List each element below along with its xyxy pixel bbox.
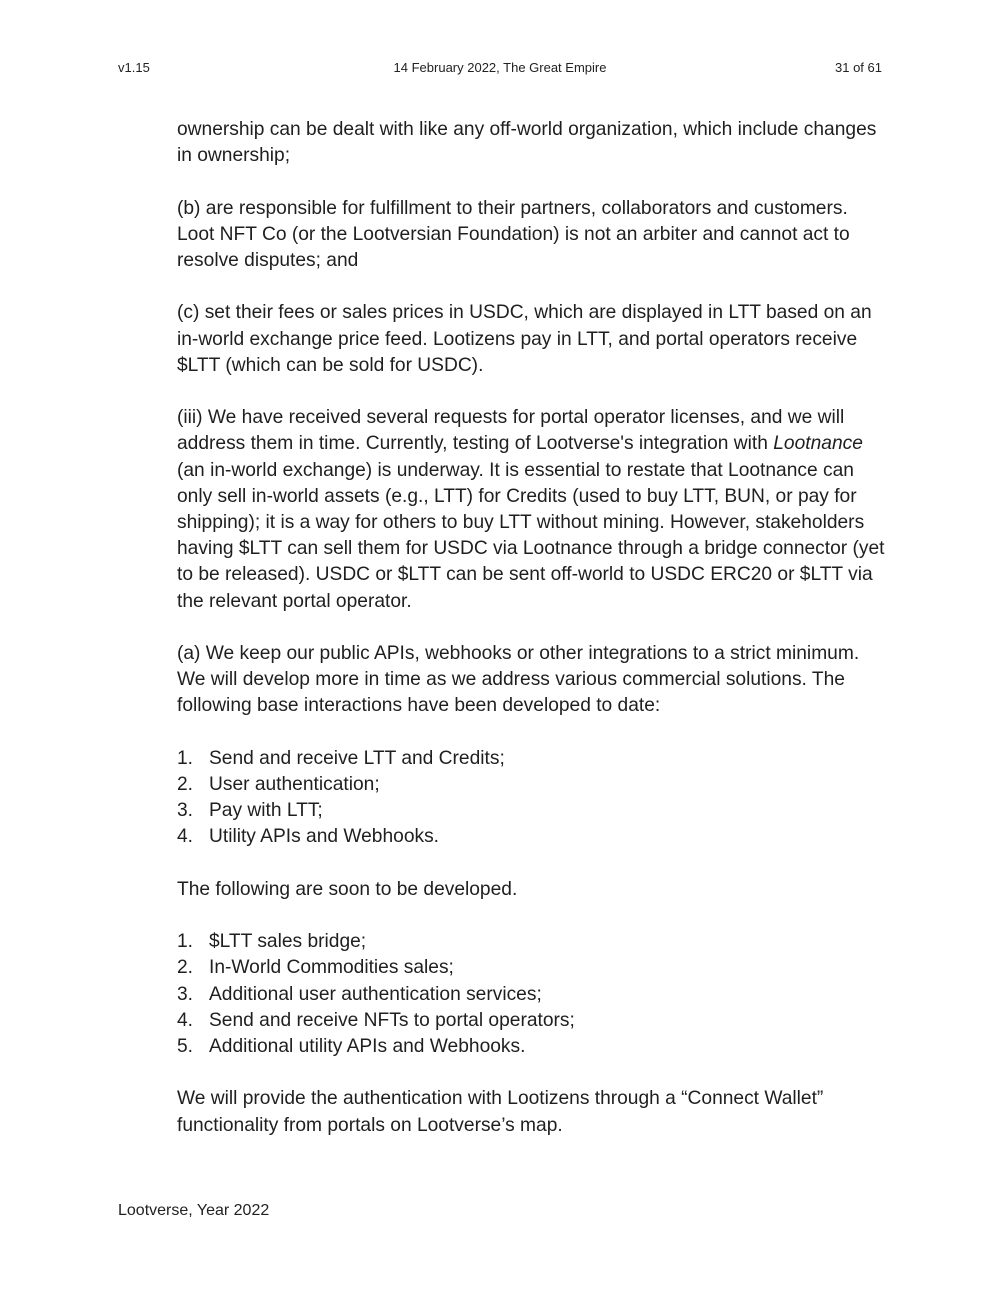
paragraph-connect-wallet: We will provide the authentication with Lootizens through a “Connect Wallet” functionality from portals on Lootverse’s map.	[177, 1088, 824, 1136]
document-date-place: 14 February 2022, The Great Empire	[393, 60, 607, 75]
list-number: 2.	[177, 957, 194, 979]
list-item	[177, 1008, 889, 1034]
list-number: 3.	[177, 983, 194, 1005]
paragraph-public-apis: (a) We keep our public APIs, webhooks or other integrations to a strict minimum. We will develop more in time as we address various commercial solutions. The following base interactions have been developed to date:	[177, 643, 860, 717]
list-number: 2.	[177, 774, 194, 795]
list-item	[177, 982, 889, 1008]
list-item	[177, 746, 889, 772]
list-item	[177, 929, 889, 955]
page-header	[118, 60, 882, 78]
list-number: 5.	[177, 1036, 194, 1057]
list-item	[177, 955, 889, 981]
paragraph-portal-licenses	[177, 405, 889, 615]
lootnance-term: Lootnance	[773, 433, 863, 455]
list-item-text: Additional user authentication services;	[209, 983, 542, 1005]
list-number: 3.	[177, 800, 194, 822]
list-item-text: User authentication;	[209, 774, 380, 795]
paragraph-upcoming-intro: The following are soon to be developed.	[177, 878, 518, 900]
document-body	[177, 117, 889, 1165]
list-item-text: Utility APIs and Webhooks.	[209, 826, 440, 848]
list-number: 4.	[177, 1009, 194, 1031]
developed-interactions-list	[177, 746, 889, 851]
document-version: v1.15	[118, 60, 150, 75]
list-number: 1.	[177, 747, 194, 769]
list-item-text: Pay with LTT;	[209, 800, 323, 822]
list-item	[177, 824, 889, 850]
list-item	[177, 772, 889, 798]
paragraph-ownership: ownership can be dealt with like any off-world organization, which include changes in ownership;	[177, 119, 877, 167]
paragraph-fees: (c) set their fees or sales prices in USDC, which are displayed in LTT based on an in-world exchange price feed. Lootizens pay in LTT, and portal operators receive $LTT (which can be sold for USDC).	[177, 302, 872, 376]
list-item	[177, 798, 889, 824]
list-item-text: Send and receive LTT and Credits;	[209, 747, 505, 769]
list-number: 1.	[177, 931, 194, 953]
list-item-text: Send and receive NFTs to portal operators;	[209, 1009, 575, 1031]
list-item	[177, 1034, 889, 1060]
list-item-text: $LTT sales bridge;	[209, 931, 367, 953]
list-item-text: Additional utility APIs and Webhooks.	[209, 1036, 526, 1057]
list-item-text: In-World Commodities sales;	[209, 957, 454, 979]
page-number: 31 of 61	[835, 60, 882, 75]
paragraph-portal-licenses-part1: (iii) We have received several requests for portal operator licenses, and we will address them in time. Currently, testing of Lootverse's integration with	[177, 407, 845, 455]
paragraph-fulfillment: (b) are responsible for fulfillment to their partners, collaborators and customers. Loot NFT Co (or the Lootversian Foundation) is not an arbiter and cannot act to resolve disputes; and	[177, 197, 850, 271]
page-footer: Lootverse, Year 2022	[118, 1202, 270, 1219]
upcoming-interactions-list	[177, 929, 889, 1060]
list-number: 4.	[177, 826, 194, 848]
paragraph-portal-licenses-part2: (an in-world exchange) is underway. It is essential to restate that Lootnance can only sell in-world assets (e.g., LTT) for Credits (used to buy LTT, BUN, or pay for shipping); it is a way for others to buy LTT without mining. However, stakeholders having $LTT can sell them for USDC via Lootnance through a bridge connector (yet to be released). USDC or $LTT can be sent off-world to USDC ERC20 or $LTT via the relevant portal operator.	[177, 459, 885, 612]
